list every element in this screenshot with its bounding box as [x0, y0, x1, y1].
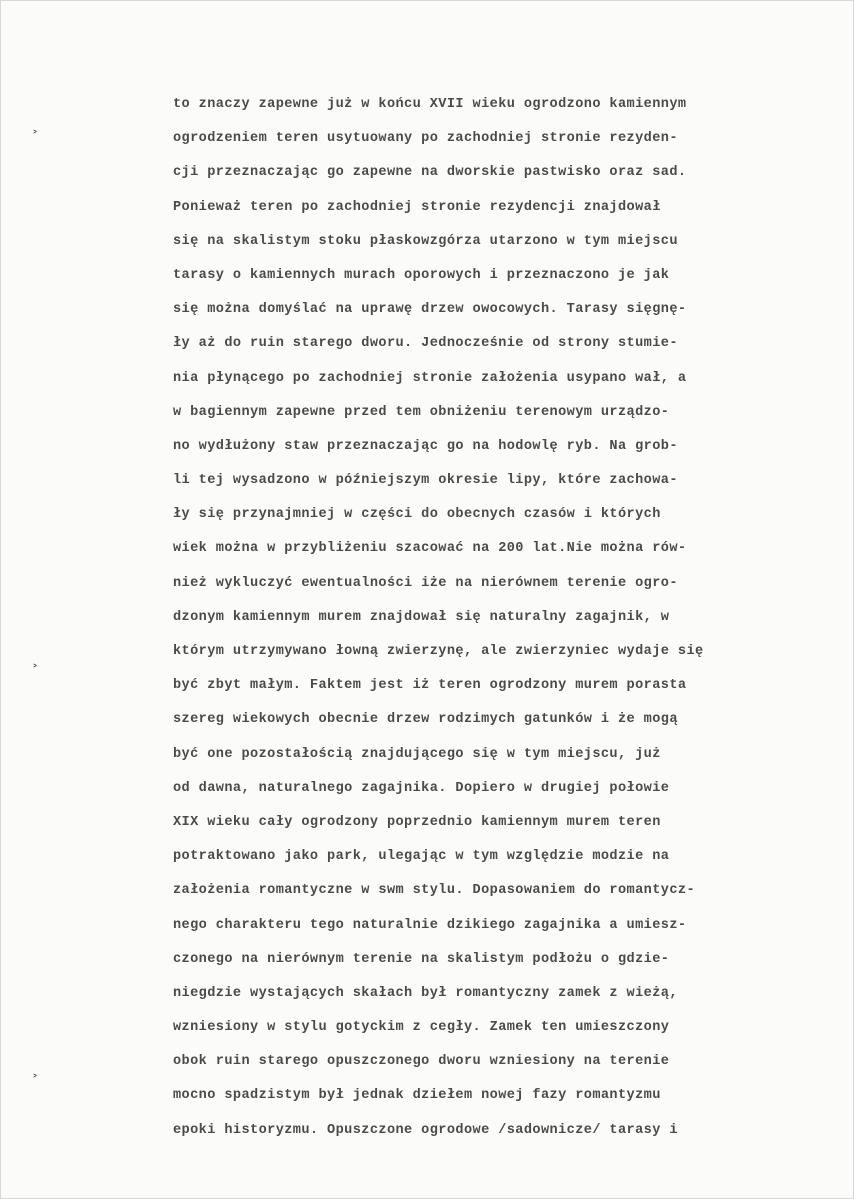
text-line: cji przeznaczając go zapewne na dworskie pastwisko oraz sad. — [173, 165, 687, 181]
text-line: się na skalistym stoku płaskowzgórza utarzono w tym miejscu — [173, 233, 678, 249]
text-line: to znaczy zapewne już w końcu XVII wieku ogrodzono kamiennym — [173, 97, 687, 112]
text-line: potraktowano jako park, ulegając w tym względzie modzie na — [173, 849, 670, 865]
text-line: być zbyt małym. Faktem jest iż teren ogrodzony murem porasta — [173, 678, 687, 694]
text-line: wiek można w przybliżeniu szacować na 200 lat.Nie można rów- — [173, 541, 687, 557]
text-line: się można domyślać na uprawę drzew owocowych. Tarasy sięgnę- — [173, 302, 687, 318]
text-line: Ponieważ teren po zachodniej stronie rezydencji znajdował — [173, 199, 661, 215]
text-line: czonego na nierównym terenie na skalistym podłożu o gdzie- — [173, 951, 670, 967]
text-line: wzniesiony w stylu gotyckim z cegły. Zamek ten umieszczony — [173, 1020, 670, 1036]
text-line: XIX wieku cały ogrodzony poprzednio kamiennym murem teren — [173, 814, 661, 830]
text-line: w bagiennym zapewne przed tem obniżeniu terenowym urządzo- — [173, 404, 670, 420]
text-line: obok ruin starego opuszczonego dworu wzniesiony na terenie — [173, 1054, 670, 1070]
text-line: mocno spadzistym był jednak dziełem nowej fazy romantyzmu — [173, 1088, 661, 1104]
text-line: ogrodzeniem teren usytuowany po zachodniej stronie rezyden- — [173, 131, 678, 147]
text-line: li tej wysadzono w późniejszym okresie lipy, które zachowa- — [173, 473, 678, 489]
text-line: od dawna, naturalnego zagajnika. Dopiero w drugiej połowie — [173, 780, 670, 796]
text-line: ły się przynajmniej w części do obecnych czasów i których — [173, 507, 661, 523]
text-line: nego charakteru tego naturalnie dzikiego zagajnika a umiesz- — [173, 917, 687, 933]
margin-tick-mark: ˃ — [32, 1073, 38, 1087]
typed-text-body — [173, 88, 823, 1148]
text-line: którym utrzymywano łowną zwierzynę, ale zwierzyniec wydaje się — [173, 644, 704, 659]
text-line: dzonym kamiennym murem znajdował się naturalny zagajnik, w — [173, 609, 670, 625]
text-line: no wydłużony staw przeznaczając go na hodowlę ryb. Na grob- — [173, 438, 678, 454]
margin-tick-mark: ˃ — [32, 129, 38, 143]
text-line: nież wykluczyć ewentualności iże na nierównem terenie ogro- — [173, 575, 678, 591]
text-line: być one pozostałością znajdującego się w tym miejscu, już — [173, 746, 661, 762]
text-line: nia płynącego po zachodniej stronie założenia usypano wał, a — [173, 370, 687, 386]
text-line: niegdzie wystających skałach był romantyczny zamek z wieżą, — [173, 985, 678, 1001]
margin-tick-mark: ˃ — [32, 663, 38, 677]
text-line: epoki historyzmu. Opuszczone ogrodowe /sadownicze/ tarasy i — [173, 1122, 678, 1138]
text-line: ły aż do ruin starego dworu. Jednocześnie od strony stumie- — [173, 336, 678, 352]
text-line: założenia romantyczne w swm stylu. Dopasowaniem do romantycz- — [173, 883, 696, 899]
text-line: tarasy o kamiennych murach oporowych i przeznaczono je jak — [173, 267, 670, 283]
text-line: szereg wiekowych obecnie drzew rodzimych gatunków i że mogą — [173, 712, 678, 728]
